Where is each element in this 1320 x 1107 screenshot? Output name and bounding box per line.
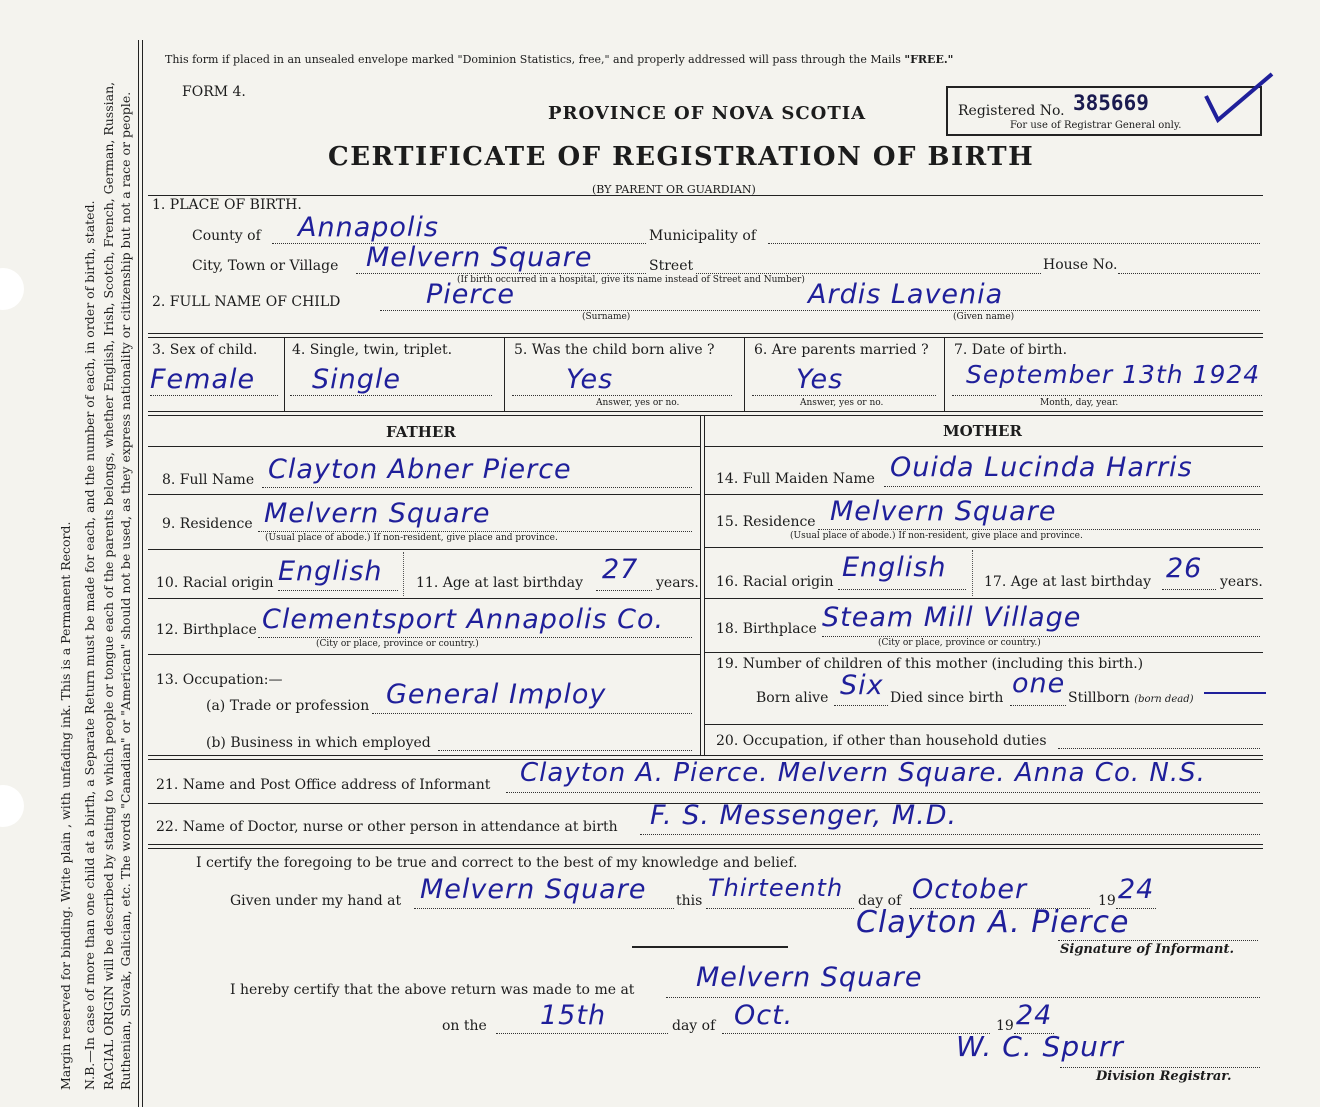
certificate-subtitle: (BY PARENT OR GUARDIAN) (592, 183, 756, 196)
child-name-label: 2. FULL NAME OF CHILD (152, 294, 341, 310)
sex-label: 3. Sex of child. (152, 342, 258, 358)
binding-margin (0, 0, 145, 1107)
certify-year: 24 (1118, 874, 1155, 905)
city-value: Melvern Square (366, 242, 593, 273)
mother-name: Ouida Lucinda Harris (890, 452, 1193, 483)
given-caption: (Given name) (953, 312, 1015, 322)
registrar-statement: I hereby certify that the above return was made to me at (230, 982, 635, 998)
city-label: City, Town or Village (192, 258, 339, 274)
mail-note: This form if placed in an unsealed envelope marked "Dominion Statistics, free," and properly addressed will pass through the Mails "FREE." (165, 53, 954, 66)
father-birthplace-label: 12. Birthplace (156, 622, 257, 638)
alive-caption: Answer, yes or no. (596, 398, 680, 408)
father-age-unit: years. (656, 575, 699, 591)
child-surname: Pierce (426, 279, 515, 310)
children-label: 19. Number of children of this mother (including this birth.) (716, 656, 1144, 672)
plurality-value: Single (312, 364, 402, 395)
doctor-value: F. S. Messenger, M.D. (650, 800, 958, 831)
check-mark-icon (1200, 70, 1280, 130)
father-racial: English (278, 556, 383, 587)
child-given-name: Ardis Lavenia (808, 279, 1004, 310)
alive-label: 5. Was the child born alive ? (514, 342, 715, 358)
registrar-year-prefix: 19 (996, 1018, 1014, 1034)
punch-hole (0, 268, 24, 310)
separator (632, 946, 788, 948)
dob-caption: Month, day, year. (1040, 398, 1119, 408)
registrar-signature-caption: Division Registrar. (1096, 1069, 1232, 1084)
margin-line (138, 40, 139, 1107)
place-heading: 1. PLACE OF BIRTH. (152, 197, 302, 213)
margin-line (142, 40, 143, 1107)
mother-age: 26 (1166, 553, 1203, 584)
mother-birthplace-caption: (City or place, province or country.) (878, 638, 1041, 648)
informant-signature: Clayton A. Pierce (856, 905, 1130, 940)
dob-label: 7. Date of birth. (954, 342, 1068, 358)
informant-label: 21. Name and Post Office address of Informant (156, 777, 491, 793)
day-of-label: day of (858, 893, 902, 909)
mother-residence-label: 15. Residence (716, 514, 816, 530)
father-age: 27 (602, 554, 639, 585)
father-name: Clayton Abner Pierce (268, 454, 572, 485)
province-heading: PROVINCE OF NOVA SCOTIA (548, 103, 867, 124)
house-label: House No. (1043, 257, 1118, 273)
father-name-label: 8. Full Name (162, 472, 255, 488)
certificate-title: CERTIFICATE OF REGISTRATION OF BIRTH (328, 142, 1035, 172)
alive-value: Yes (566, 364, 614, 395)
county-label: County of (192, 228, 261, 244)
divider (148, 195, 1263, 196)
born-alive-value: Six (840, 670, 884, 701)
year-prefix: 19 (1098, 893, 1116, 909)
mother-racial-label: 16. Racial origin (716, 574, 834, 590)
this-label: this (676, 893, 703, 909)
margin-note-1: Margin reserved for binding. Write plain , with unfading ink. This is a Permanent Record. (58, 521, 73, 1090)
occupation-label: 13. Occupation:— (156, 672, 283, 688)
divider (148, 415, 1263, 416)
mother-residence-caption: (Usual place of abode.) If non-resident, give place and province. (790, 531, 1083, 541)
mother-birthplace: Steam Mill Village (822, 602, 1082, 633)
stillborn-label: Stillborn (born dead) (1068, 690, 1194, 706)
surname-caption: (Surname) (582, 312, 631, 322)
mother-occupation-label: 20. Occupation, if other than household duties (716, 733, 1047, 749)
municipality-label: Municipality of (649, 228, 757, 244)
certify-statement: I certify the foregoing to be true and correct to the best of my knowledge and belief. (196, 855, 798, 871)
married-value: Yes (796, 364, 844, 395)
mother-name-label: 14. Full Maiden Name (716, 471, 875, 487)
died-value: one (1012, 668, 1066, 699)
margin-note-3: RACIAL ORIGIN will be described by stating to which people or tongue each of the parents belongs, whether English, Irish, Scotch, French, German, Russian, (101, 81, 116, 1090)
sex-value: Female (150, 364, 256, 395)
divider (148, 411, 1263, 412)
registrar-year: 24 (1016, 1000, 1053, 1031)
county-value: Annapolis (298, 212, 439, 243)
father-residence-label: 9. Residence (162, 516, 253, 532)
mother-age-unit: years. (1220, 574, 1263, 590)
reg-note: For use of Registrar General only. (1010, 120, 1182, 131)
father-residence: Melvern Square (264, 498, 491, 529)
father-birthplace-caption: (City or place, province or country.) (316, 639, 479, 649)
mother-residence: Melvern Square (830, 496, 1057, 527)
business-label: (b) Business in which employed (206, 735, 431, 751)
divider (148, 337, 1263, 338)
hospital-note: (If birth occurred in a hospital, give its name instead of Street and Number) (457, 275, 805, 285)
father-heading: FATHER (386, 423, 456, 441)
father-racial-label: 10. Racial origin (156, 575, 274, 591)
mother-heading: MOTHER (943, 422, 1022, 440)
divider (148, 333, 1263, 334)
reg-number: 385669 (1073, 91, 1149, 115)
certify-day: Thirteenth (708, 874, 844, 902)
father-residence-caption: (Usual place of abode.) If non-resident, give place and province. (265, 533, 558, 543)
reg-label: Registered No. (958, 103, 1065, 119)
dob-value: September 13th 1924 (966, 360, 1261, 389)
form-number: FORM 4. (182, 84, 246, 100)
registrar-place: Melvern Square (696, 962, 923, 993)
father-trade: General Imploy (386, 679, 607, 710)
father-birthplace: Clementsport Annapolis Co. (262, 604, 665, 635)
doctor-label: 22. Name of Doctor, nurse or other person in attendance at birth (156, 819, 618, 835)
informant-signature-caption: Signature of Informant. (1060, 942, 1234, 957)
father-age-label: 11. Age at last birthday (416, 575, 584, 591)
stillborn-dash (1204, 692, 1266, 694)
certify-month: October (912, 874, 1028, 905)
margin-note-2: N.B.—In case of more than one child at a birth, a Separate Return must be made for each, and the number of each, in order of birth, stated. (82, 200, 97, 1090)
punch-hole (0, 785, 24, 827)
born-alive-label: Born alive (756, 690, 829, 706)
margin-note-4: Ruthenian, Slovak, Galician, etc. The words "Canadian" or "American" should not be used, as they express nationality or citizenship but not a race or people. (118, 91, 133, 1090)
mother-age-label: 17. Age at last birthday (984, 574, 1152, 590)
married-caption: Answer, yes or no. (800, 398, 884, 408)
registrar-signature: W. C. Spurr (956, 1030, 1124, 1063)
on-the-label: on the (442, 1018, 487, 1034)
plurality-label: 4. Single, twin, triplet. (292, 342, 453, 358)
died-label: Died since birth (890, 690, 1004, 706)
given-label: Given under my hand at (230, 893, 402, 909)
registrar-month: Oct. (734, 1000, 794, 1031)
mother-birthplace-label: 18. Birthplace (716, 621, 817, 637)
mother-racial: English (842, 552, 947, 583)
registrar-day-of-label: day of (672, 1018, 716, 1034)
informant-value: Clayton A. Pierce. Melvern Square. Anna Co. N.S. (520, 758, 1206, 788)
married-label: 6. Are parents married ? (754, 342, 929, 358)
registrar-day: 15th (540, 1000, 607, 1031)
trade-label: (a) Trade or profession (206, 698, 370, 714)
street-label: Street (649, 258, 694, 274)
certify-place: Melvern Square (420, 874, 647, 905)
